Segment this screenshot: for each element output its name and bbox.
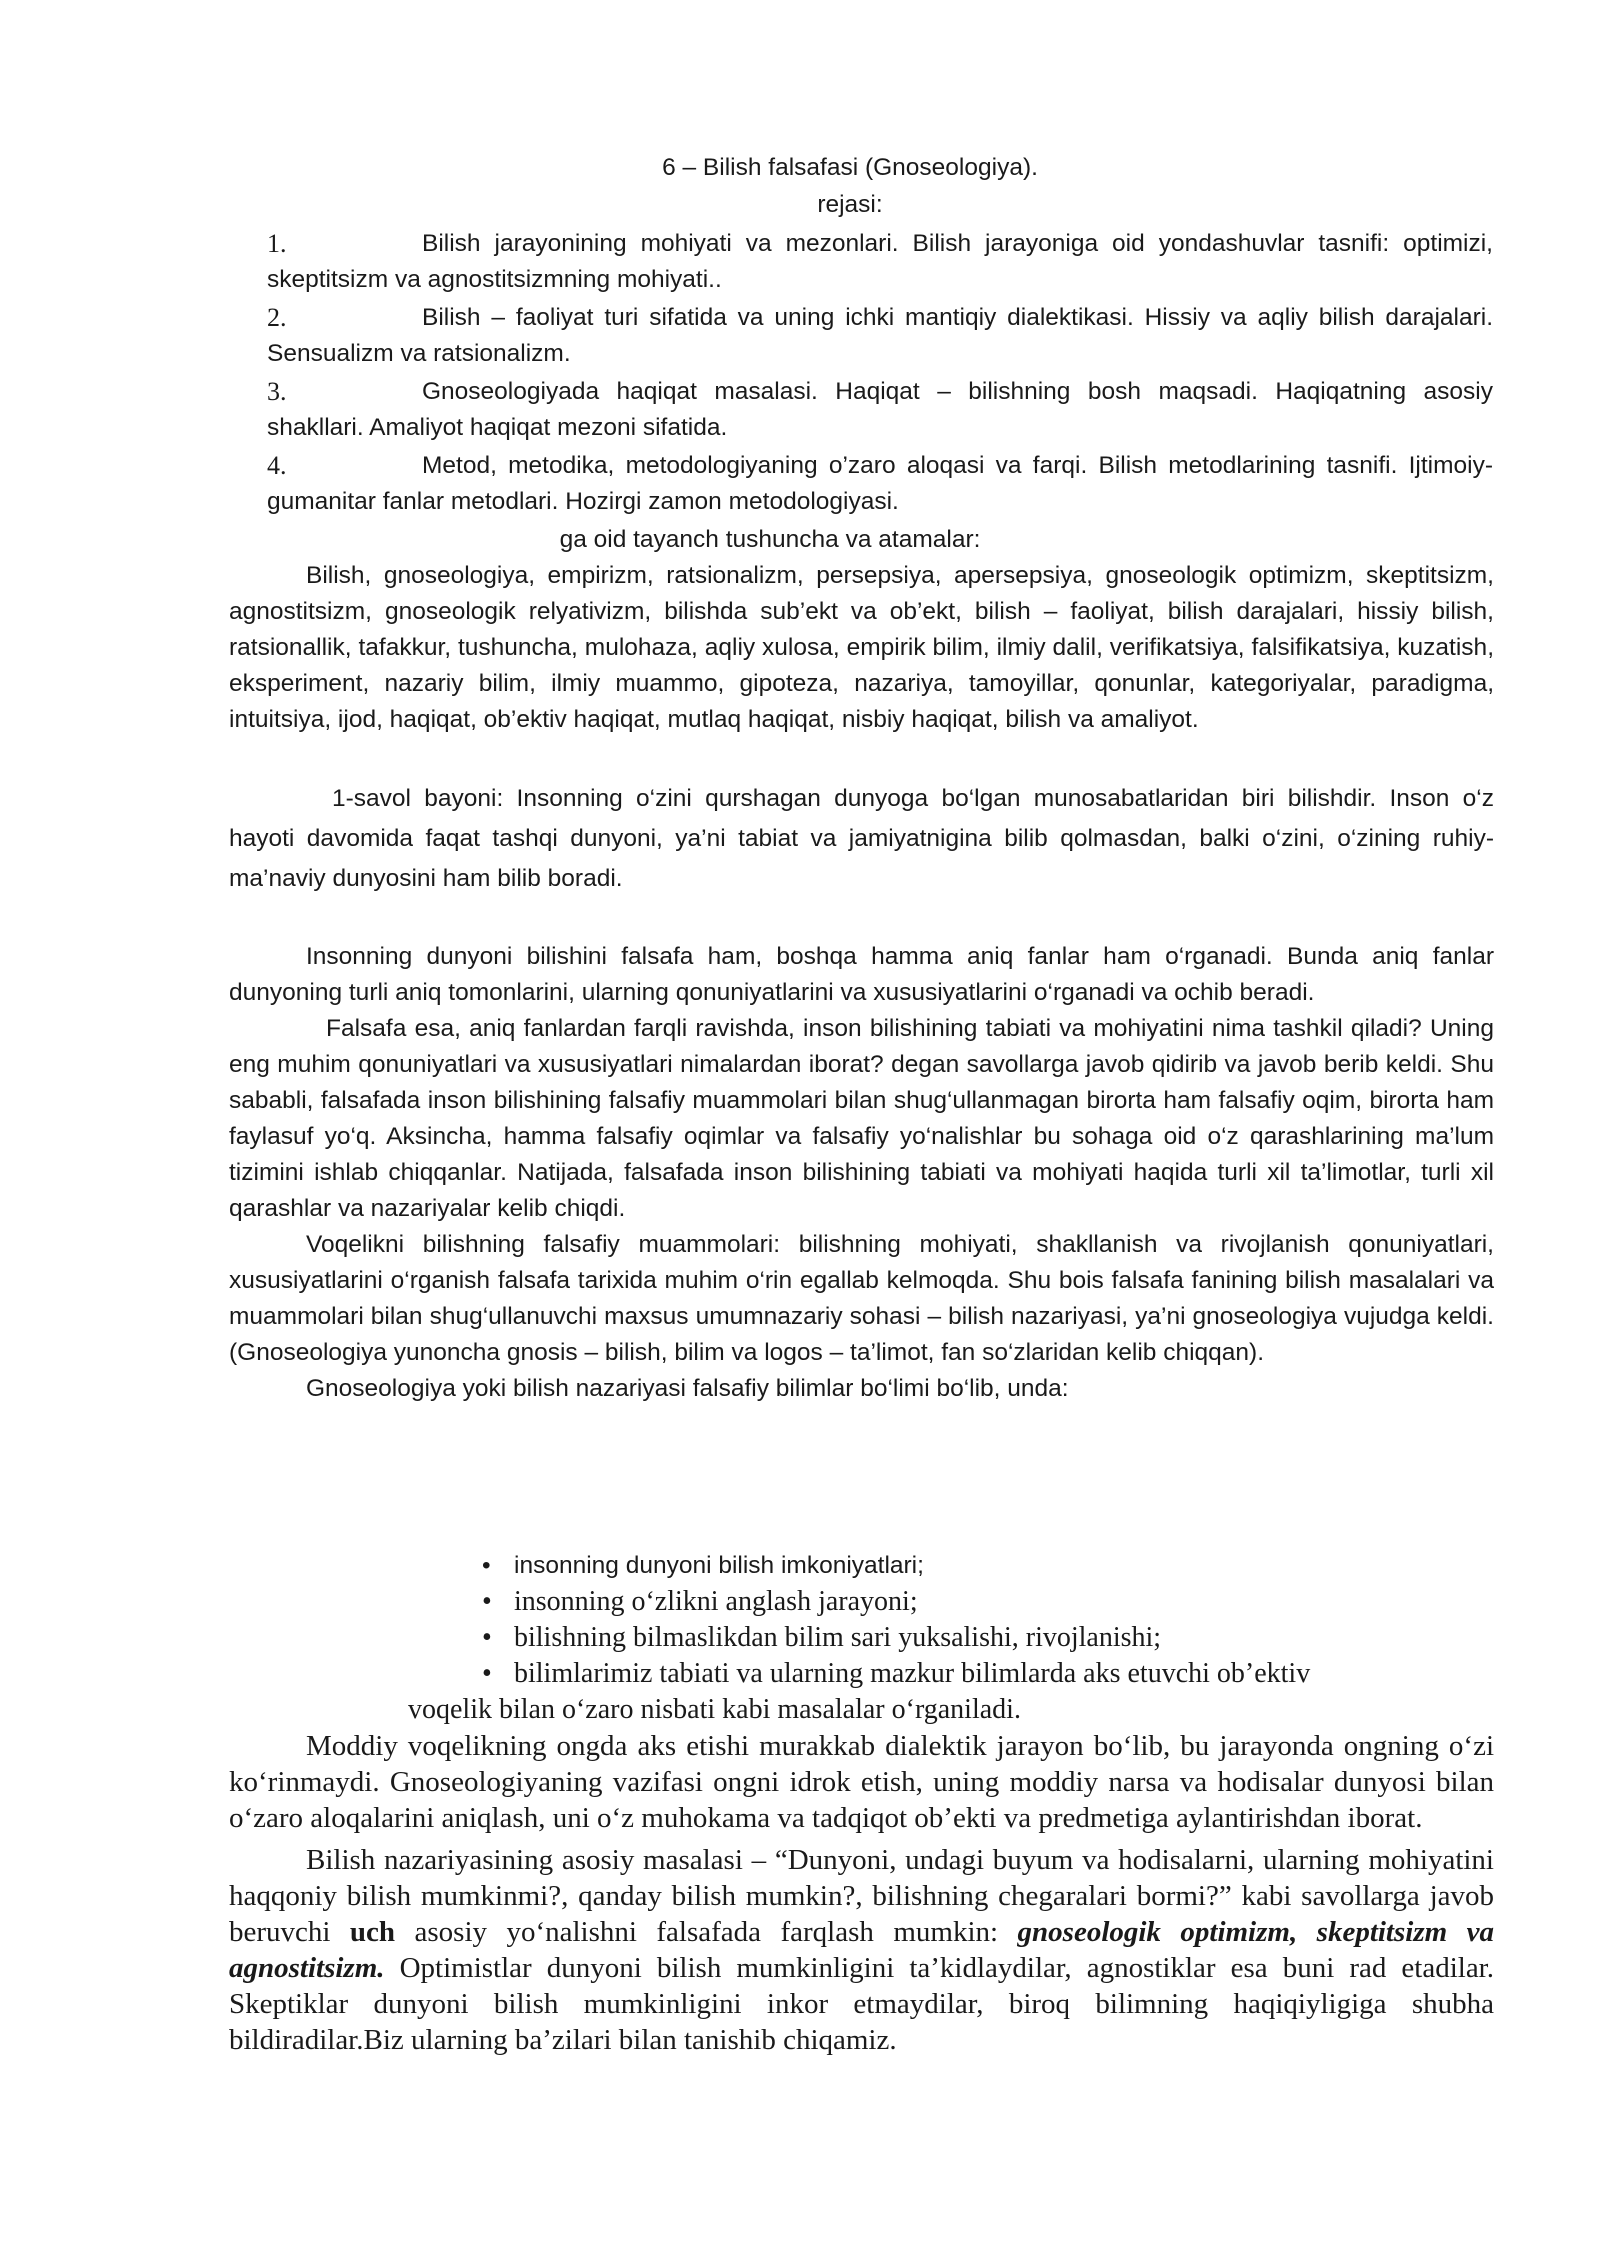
emphasis-uch: uch xyxy=(349,1916,396,1948)
body-sans-section xyxy=(229,558,1494,1407)
bullet-icon: • xyxy=(482,1658,492,1689)
list-item xyxy=(478,1584,1498,1620)
plan-item-number: 2. xyxy=(267,303,287,332)
bullet-icon: • xyxy=(482,1622,492,1653)
list-item xyxy=(478,1656,1498,1692)
plan-item-number: 3. xyxy=(267,377,287,406)
question-1-intro: 1-savol bayoni: Insonning o‘zini qurshagan dunyoga bo‘lgan munosabatlaridan biri bilishdir. Inson o‘z hayoti davomida faqat tashqi dunyoni, ya’ni tabiat va jamiyatnigina bilib qolmasdan, balki o‘zini, o‘zining ruhiy-ma’naviy dunyosini ham bilib boradi. xyxy=(229,785,1494,892)
plan-item-number: 1. xyxy=(267,229,287,258)
plan-item-4 xyxy=(267,448,1493,520)
main-question-text-2: asosiy yo‘nalishni falsafada farqlash mumkin: xyxy=(395,1916,1018,1948)
main-question-text: Bilish nazariyasining asosiy masalasi – “Dunyoni, undagi buyum va hodisalarni, ularning mohiyatini haqqoniy bilish mumkinmi?, qanday bilish mumkin?, bilishning chegaralari bormi?” kabi savollarga javob beruvchi xyxy=(229,1844,1494,1948)
terms-paragraph: Bilish, gnoseologiya, empirizm, ratsionalizm, persepsiya, apersepsiya, gnoseologik optimizm, skeptitsizm, agnostitsizm, gnoseologik relyativizm, bilishda sub’ekt va ob’ekt, bilish – faoliyat, bilish darajalari, hissiy bilish, ratsionallik, tafakkur, tushuncha, mulohaza, aqliy xulosa, empirik bilim, ilmiy dalil, verifikatsiya, falsifikatsiya, kuzatish, eksperiment, nazariy bilim, ilmiy muammo, gipoteza, nazariya, tamoyillar, qonunlar, kategoriyalar, paradigma, intuitsiya, ijod, haqiqat, ob’ektiv haqiqat, mutlaq haqiqat, nisbiy haqiqat, bilish va amaliyot. xyxy=(229,562,1494,733)
page-title: 6 – Bilish falsafasi (Gnoseologiya). xyxy=(662,154,1038,181)
gnoseology-intro: Gnoseologiya yoki bilish nazariyasi falsafiy bilimlar bo‘limi bo‘lib, unda: xyxy=(306,1375,1069,1402)
list-item xyxy=(478,1548,1498,1584)
bullet-icon: • xyxy=(482,1552,491,1579)
paragraph-science: Insonning dunyoni bilishini falsafa ham, boshqa hamma aniq fanlar ham o‘rganadi. Bunda aniq fanlar dunyoning turli aniq tomonlarini, ularning qonuniyatlarini va xususiyatlarini o‘rganadi va ochib beradi. xyxy=(229,943,1494,1006)
list-continuation: voqelik bilan o‘zaro nisbati kabi masalalar o‘rganiladi. xyxy=(408,1694,1021,1725)
list-item-text: insonning o‘zlikni anglash jarayoni; xyxy=(514,1586,918,1617)
body-serif-section xyxy=(229,1728,1494,2058)
terms-heading: ga oid tayanch tushuncha va atamalar: xyxy=(559,526,981,553)
list-item-text: insonning dunyoni bilish imkoniyatlari; xyxy=(514,1552,924,1579)
plan-heading: rejasi: xyxy=(817,191,883,218)
plan-item-text: Metod, metodika, metodologiyaning o’zaro aloqasi va farqi. Bilish metodlarining tasnifi. Ijtimoiy-gumanitar fanlar metodlari. Hozirgi zamon metodologiyasi. xyxy=(267,452,1493,515)
list-item-text: bilishning bilmaslikdan bilim sari yuksalishi, rivojlanishi; xyxy=(514,1622,1162,1653)
bullet-icon: • xyxy=(482,1586,492,1617)
plan-item-text: Bilish – faoliyat turi sifatida va uning ichki mantiqiy dialektikasi. Hissiy va aqliy bilish darajalari. Sensualizm va ratsionalizm. xyxy=(267,304,1493,367)
plan-item-3 xyxy=(267,374,1493,446)
list-item xyxy=(478,1620,1498,1656)
list-item-text: bilimlarimiz tabiati va ularning mazkur bilimlarda aks etuvchi ob’ektiv xyxy=(514,1658,1311,1689)
gnoseology-topics-list xyxy=(478,1548,1498,1692)
plan-item-text: Gnoseologiyada haqiqat masalasi. Haqiqat – bilishning bosh maqsadi. Haqiqatning asosiy shakllari. Amaliyot haqiqat mezoni sifatida. xyxy=(267,378,1493,441)
paragraph-main-question xyxy=(229,1842,1494,2058)
emphasis-three-directions: gnoseologik optimizm, skeptitsizm va agnostitsizm. xyxy=(229,1916,1494,1984)
paragraph-reality: Voqelikni bilishning falsafiy muammolari: bilishning mohiyati, shakllanish va rivojlanish qonuniyatlari, xususiyatlarini o‘rganish falsafa tarixida muhim o‘rin egallab kelmoqda. Shu bois falsafa fanining bilish masalalari va muammolari bilan shug‘ullanuvchi maxsus umumnazariy sohasi – bilish nazariyasi, ya’ni gnoseologiya vujudga keldi. (Gnoseologiya yunoncha gnosis – bilish, bilim va logos – ta’limot, fan so‘zlaridan kelib chiqqan). xyxy=(229,1231,1494,1366)
paragraph-material-reality: Moddiy voqelikning ongda aks etishi murakkab dialektik jarayon bo‘lib, bu jarayonda ongning o‘zi ko‘rinmaydi. Gnoseologiyaning vazifasi ongni idrok etish, uning moddiy narsa va hodisalar dunyosi bilan o‘zaro aloqalarini aniqlash, uni o‘z muhokama va tadqiqot ob’ekti va predmetiga aylantirishdan iborat. xyxy=(229,1730,1494,1834)
plan-item-text: Bilish jarayonining mohiyati va mezonlari. Bilish jarayoniga oid yondashuvlar tasnifi: optimizi, skeptitsizm va agnostitsizmning mohiyati.. xyxy=(267,230,1493,293)
plan-item-2 xyxy=(267,300,1493,372)
plan-item-1 xyxy=(267,226,1493,298)
plan-item-number: 4. xyxy=(267,451,287,480)
paragraph-philosophy: Falsafa esa, aniq fanlardan farqli ravishda, inson bilishining tabiati va mohiyatini nima tashkil qiladi? Uning eng muhim qonuniyatlari va xususiyatlari nimalardan iborat? degan savollarga javob qidirib va javob berib keldi. Shu sababli, falsafada inson bilishining falsafiy muammolari bilan shug‘ullanmagan birorta ham falsafiy oqim, birorta ham faylasuf yo‘q. Aksincha, hamma falsafiy oqimlar va falsafiy yo‘nalishlar bu sohaga oid o‘z qarashlarining ma’lum tizimini ishlab chiqqanlar. Natijada, falsafada inson bilishining tabiati va mohiyati haqida turli xil ta’limotlar, turli xil qarashlar va nazariyalar kelib chiqdi. xyxy=(229,1015,1494,1222)
main-question-text-3: Optimistlar dunyoni bilish mumkinligini ta’kidlaydilar, agnostiklar esa buni rad etadilar. Skeptiklar dunyoni bilish mumkinligini inkor etmaydilar, biroq bilimning haqiqiyligiga shubha bildiradilar.Biz ularning ba’zilari bilan tanishib chiqamiz. xyxy=(229,1952,1494,2056)
